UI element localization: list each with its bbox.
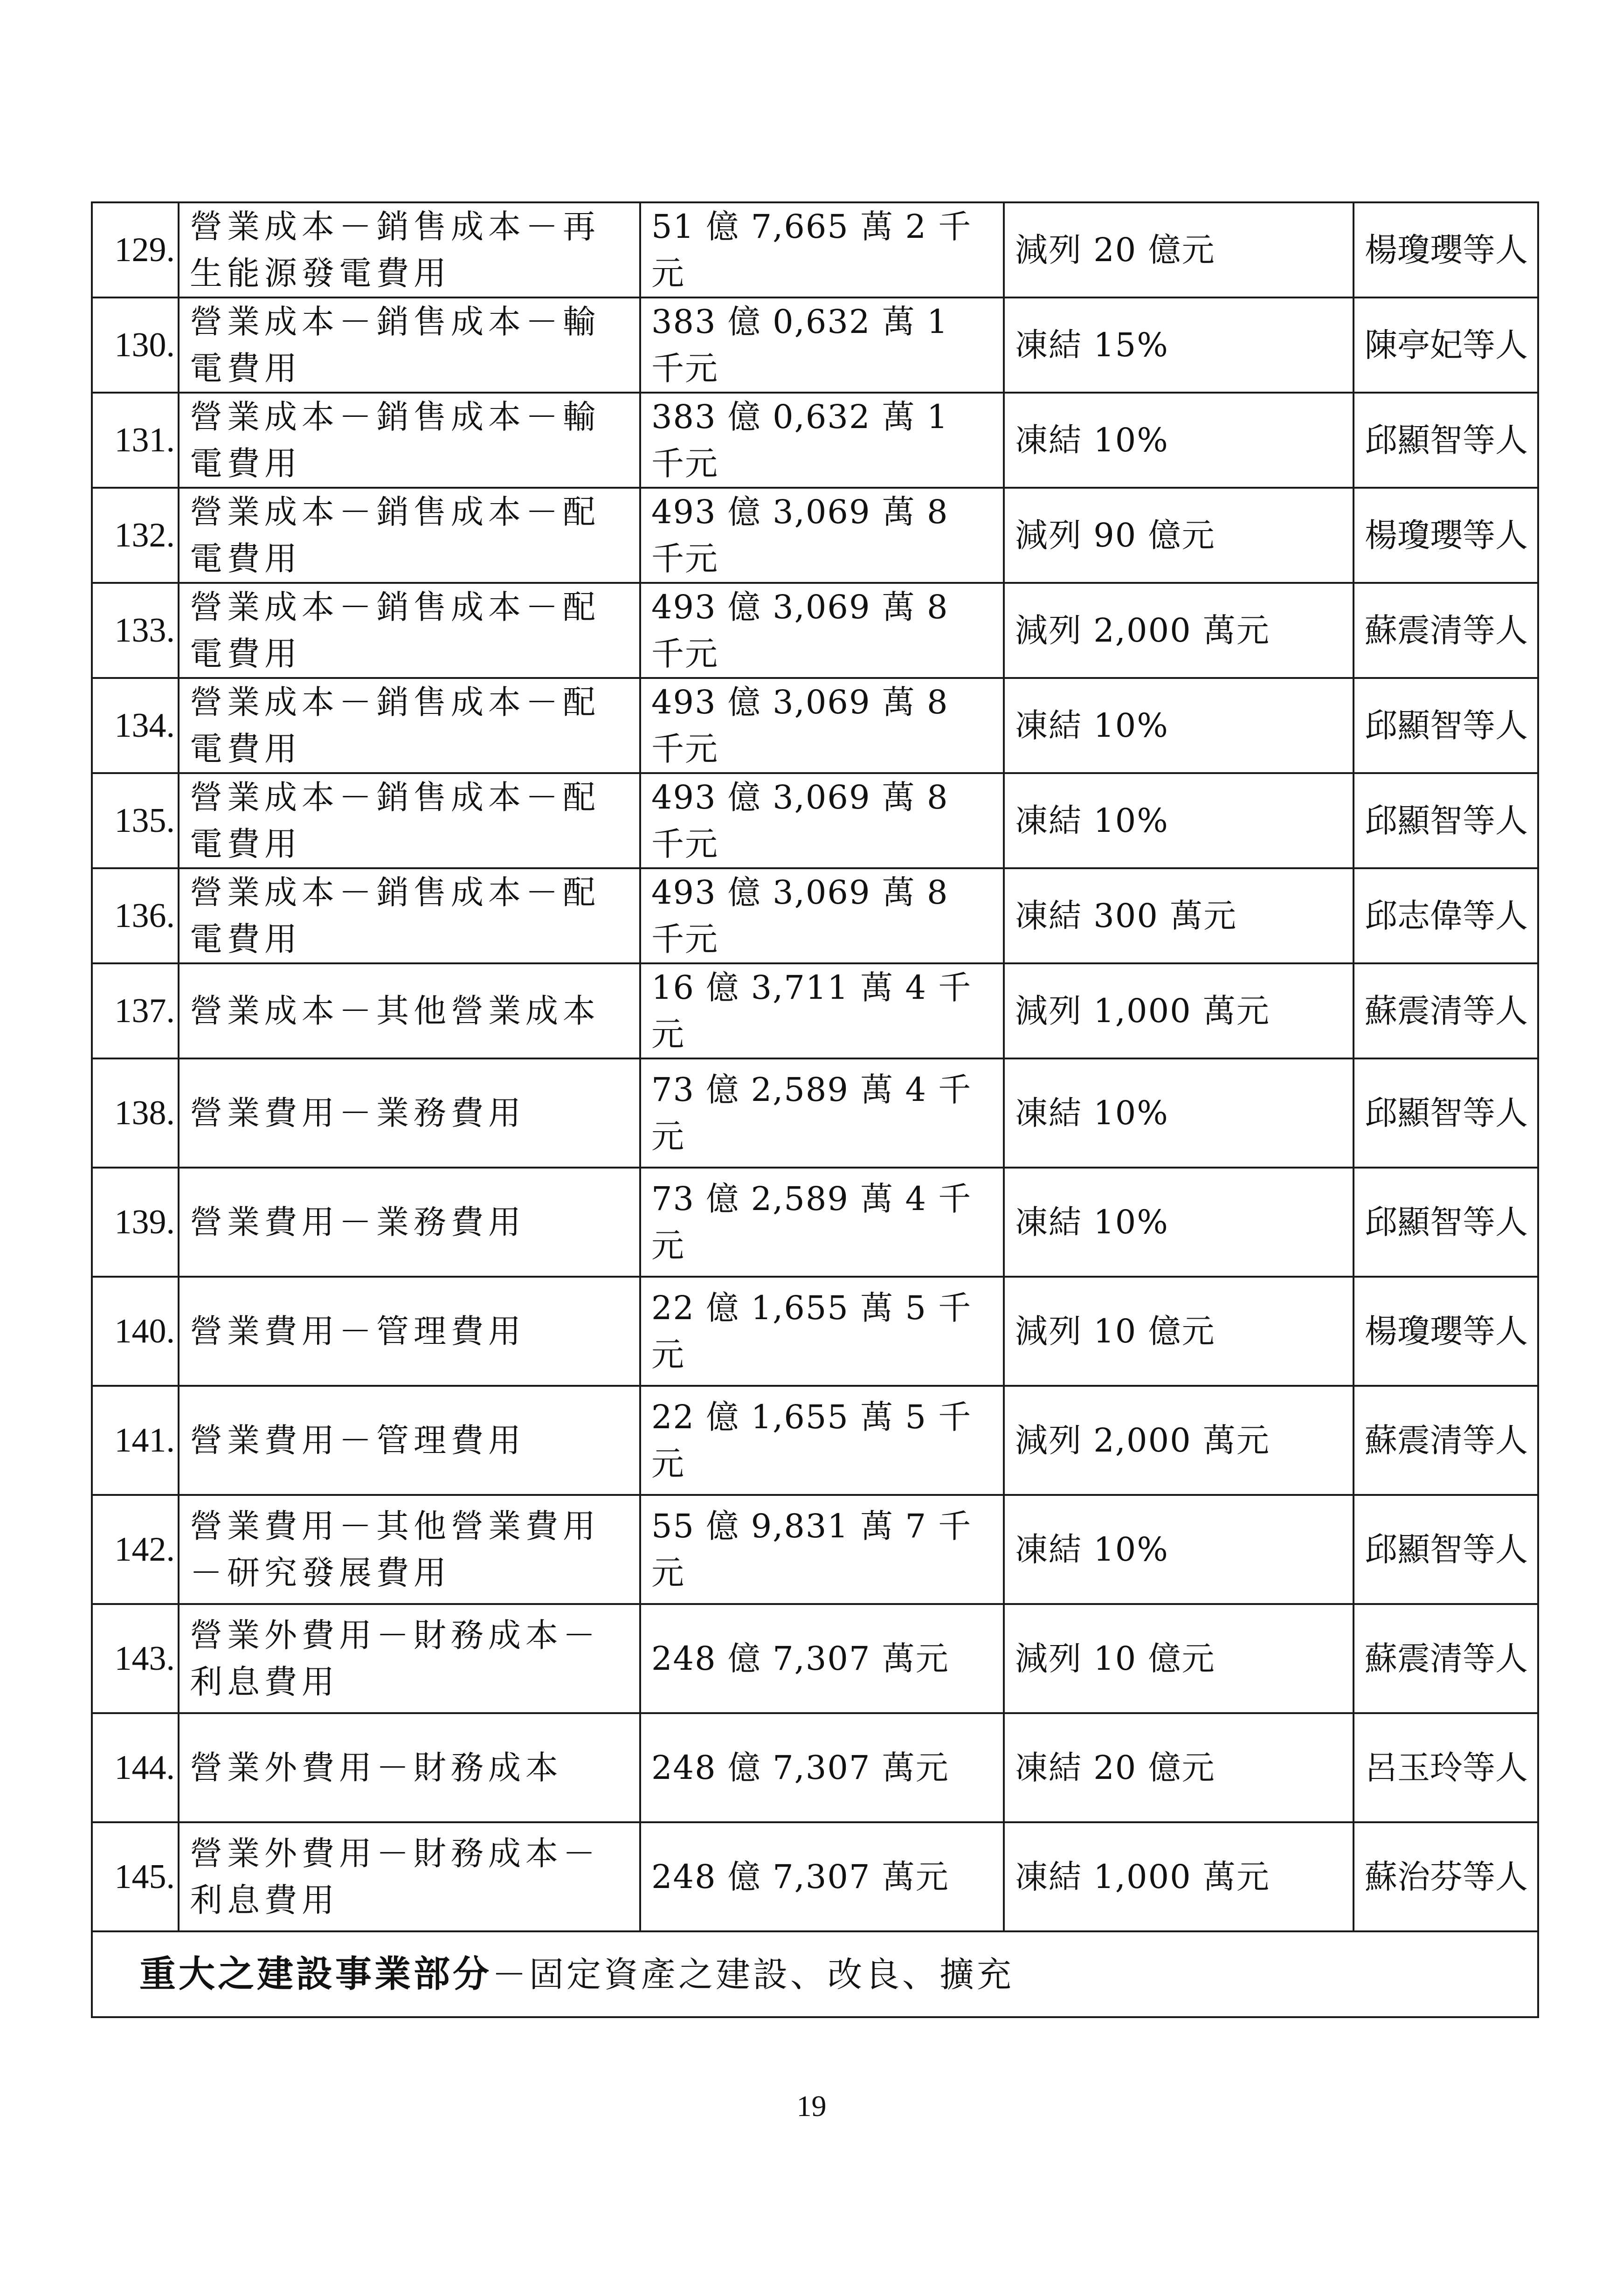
row-number: 132.: [92, 488, 179, 583]
budget-item: 營業成本－銷售成本－配電費用: [179, 678, 640, 773]
budget-item: 營業外費用－財務成本－利息費用: [179, 1604, 640, 1713]
row-number: 142.: [92, 1495, 179, 1604]
proposer: 邱顯智等人: [1354, 773, 1538, 868]
row-number: 145.: [92, 1822, 179, 1931]
proposer: 邱顯智等人: [1354, 393, 1538, 488]
proposed-action: 凍結 10%: [1004, 678, 1354, 773]
proposer: 邱顯智等人: [1354, 1168, 1538, 1277]
budget-table: [91, 201, 1539, 2018]
budget-item: 營業費用－其他營業費用－研究發展費用: [179, 1495, 640, 1604]
row-number: 144.: [92, 1713, 179, 1822]
budget-amount: 383 億 0,632 萬 1 千元: [640, 297, 1004, 393]
proposer: 邱志偉等人: [1354, 868, 1538, 963]
budget-amount: 22 億 1,655 萬 5 千元: [640, 1277, 1004, 1386]
budget-amount: 73 億 2,589 萬 4 千元: [640, 1058, 1004, 1168]
budget-item: 營業成本－銷售成本－配電費用: [179, 868, 640, 963]
table-row: [92, 1058, 1538, 1168]
proposed-action: 凍結 1,000 萬元: [1004, 1822, 1354, 1931]
table-row: [92, 1713, 1538, 1822]
proposed-action: 凍結 10%: [1004, 773, 1354, 868]
row-number: 140.: [92, 1277, 179, 1386]
budget-item: 營業外費用－財務成本－利息費用: [179, 1822, 640, 1931]
budget-amount: 493 億 3,069 萬 8 千元: [640, 773, 1004, 868]
row-number: 138.: [92, 1058, 179, 1168]
proposed-action: 減列 10 億元: [1004, 1277, 1354, 1386]
section-heading-row: [92, 1931, 1538, 2017]
page-number: 19: [796, 2089, 827, 2123]
budget-amount: 493 億 3,069 萬 8 千元: [640, 678, 1004, 773]
table-row: [92, 678, 1538, 773]
row-number: 133.: [92, 583, 179, 678]
row-number: 129.: [92, 202, 179, 297]
row-number: 137.: [92, 963, 179, 1058]
proposed-action: 凍結 10%: [1004, 1168, 1354, 1277]
budget-sheet: [91, 201, 1537, 2018]
budget-item: 營業成本－銷售成本－再生能源發電費用: [179, 202, 640, 297]
budget-item: 營業費用－管理費用: [179, 1277, 640, 1386]
budget-amount: 493 億 3,069 萬 8 千元: [640, 488, 1004, 583]
proposer: 蘇震清等人: [1354, 1386, 1538, 1495]
row-number: 136.: [92, 868, 179, 963]
row-number: 135.: [92, 773, 179, 868]
row-number: 131.: [92, 393, 179, 488]
budget-amount: 22 億 1,655 萬 5 千元: [640, 1386, 1004, 1495]
budget-item: 營業成本－銷售成本－輸電費用: [179, 297, 640, 393]
proposer: 蘇震清等人: [1354, 963, 1538, 1058]
table-row: [92, 1386, 1538, 1495]
table-row: [92, 963, 1538, 1058]
budget-item: 營業成本－銷售成本－配電費用: [179, 583, 640, 678]
proposed-action: 凍結 20 億元: [1004, 1713, 1354, 1822]
section-heading-bold: 重大之建設事業部分: [139, 1953, 492, 1995]
table-row: [92, 1822, 1538, 1931]
row-number: 134.: [92, 678, 179, 773]
proposer: 邱顯智等人: [1354, 678, 1538, 773]
table-row: [92, 202, 1538, 297]
proposed-action: 凍結 10%: [1004, 393, 1354, 488]
proposed-action: 減列 20 億元: [1004, 202, 1354, 297]
proposed-action: 減列 1,000 萬元: [1004, 963, 1354, 1058]
section-heading: [92, 1931, 1538, 2017]
budget-amount: 51 億 7,665 萬 2 千元: [640, 202, 1004, 297]
table-row: [92, 773, 1538, 868]
proposer: 蘇震清等人: [1354, 583, 1538, 678]
table-row: [92, 488, 1538, 583]
budget-item: 營業成本－銷售成本－配電費用: [179, 773, 640, 868]
proposer: 呂玉玲等人: [1354, 1713, 1538, 1822]
table-row: [92, 297, 1538, 393]
proposed-action: 凍結 10%: [1004, 1058, 1354, 1168]
budget-amount: 248 億 7,307 萬元: [640, 1822, 1004, 1931]
budget-amount: 16 億 3,711 萬 4 千元: [640, 963, 1004, 1058]
proposed-action: 凍結 15%: [1004, 297, 1354, 393]
proposer: 蘇治芬等人: [1354, 1822, 1538, 1931]
table-row: [92, 583, 1538, 678]
proposed-action: 凍結 10%: [1004, 1495, 1354, 1604]
proposer: 蘇震清等人: [1354, 1604, 1538, 1713]
proposer: 陳亭妃等人: [1354, 297, 1538, 393]
proposer: 楊瓊瓔等人: [1354, 202, 1538, 297]
proposed-action: 減列 2,000 萬元: [1004, 583, 1354, 678]
row-number: 141.: [92, 1386, 179, 1495]
budget-amount: 248 億 7,307 萬元: [640, 1713, 1004, 1822]
table-row: [92, 393, 1538, 488]
proposed-action: 凍結 300 萬元: [1004, 868, 1354, 963]
budget-item: 營業費用－業務費用: [179, 1058, 640, 1168]
table-row: [92, 1495, 1538, 1604]
budget-amount: 55 億 9,831 萬 7 千元: [640, 1495, 1004, 1604]
budget-item: 營業費用－管理費用: [179, 1386, 640, 1495]
proposer: 楊瓊瓔等人: [1354, 1277, 1538, 1386]
table-row: [92, 1277, 1538, 1386]
proposed-action: 減列 90 億元: [1004, 488, 1354, 583]
budget-amount: 383 億 0,632 萬 1 千元: [640, 393, 1004, 488]
budget-item: 營業成本－其他營業成本: [179, 963, 640, 1058]
budget-amount: 248 億 7,307 萬元: [640, 1604, 1004, 1713]
row-number: 143.: [92, 1604, 179, 1713]
row-number: 130.: [92, 297, 179, 393]
proposed-action: 減列 10 億元: [1004, 1604, 1354, 1713]
budget-item: 營業成本－銷售成本－輸電費用: [179, 393, 640, 488]
proposed-action: 減列 2,000 萬元: [1004, 1386, 1354, 1495]
proposer: 楊瓊瓔等人: [1354, 488, 1538, 583]
budget-amount: 73 億 2,589 萬 4 千元: [640, 1168, 1004, 1277]
proposer: 邱顯智等人: [1354, 1058, 1538, 1168]
budget-amount: 493 億 3,069 萬 8 千元: [640, 583, 1004, 678]
budget-item: 營業外費用－財務成本: [179, 1713, 640, 1822]
section-heading-rest: －固定資產之建設、改良、擴充: [492, 1954, 1015, 1995]
table-row: [92, 1604, 1538, 1713]
table-row: [92, 1168, 1538, 1277]
budget-item: 營業成本－銷售成本－配電費用: [179, 488, 640, 583]
row-number: 139.: [92, 1168, 179, 1277]
budget-item: 營業費用－業務費用: [179, 1168, 640, 1277]
table-row: [92, 868, 1538, 963]
proposer: 邱顯智等人: [1354, 1495, 1538, 1604]
budget-amount: 493 億 3,069 萬 8 千元: [640, 868, 1004, 963]
